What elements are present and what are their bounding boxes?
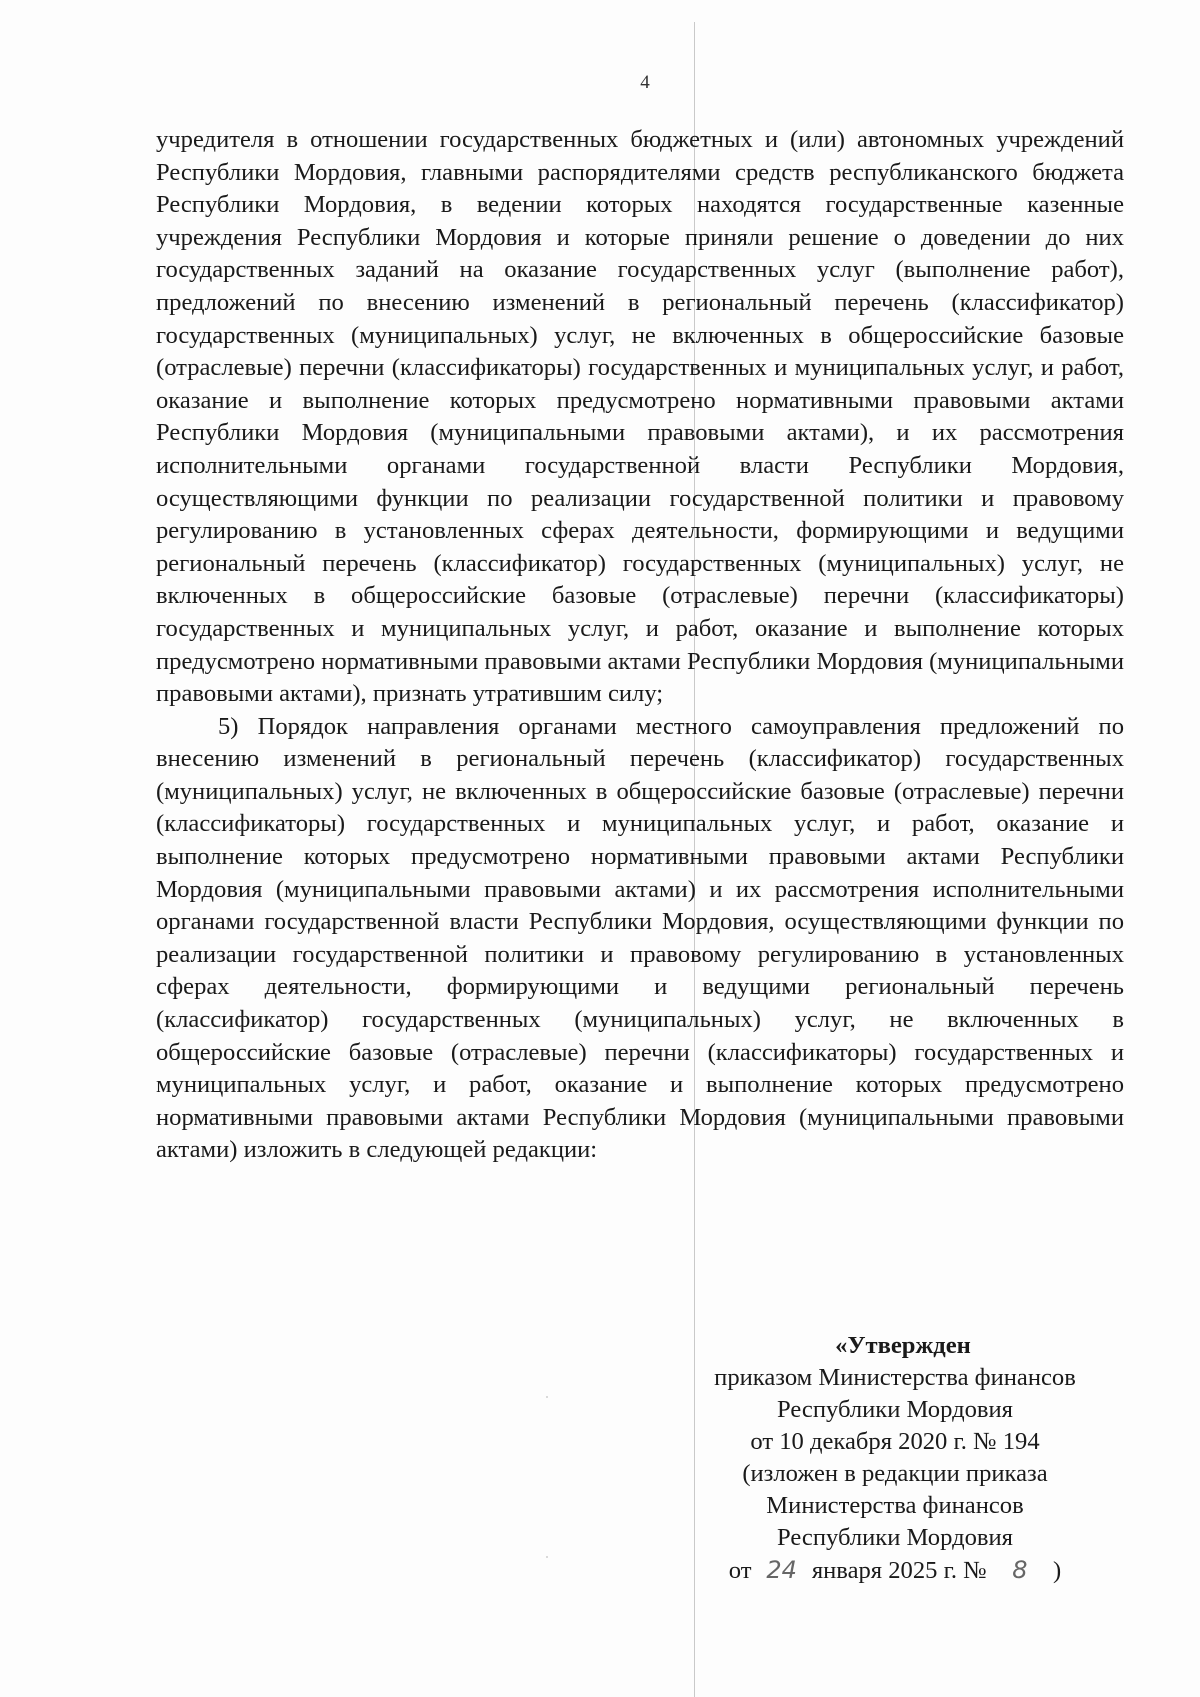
approval-title: «Утвержден (835, 1332, 971, 1359)
approval-line-original-date: от 10 декабря 2020 г. № 194 (750, 1428, 1040, 1455)
approval-stamp-block (655, 1330, 1135, 1587)
closing-bracket: ) (1053, 1557, 1062, 1584)
paragraph-continuation: учредителя в отношении государственных бюджетных и (или) автономных учреждений Республики Мордовия, главными распорядителями средств республиканского бюджета Республики Мордовия, в ведении которых находятся государственные казенные учреждения Республики Мордовия и которые приняли решение о доведении до них государственных заданий на оказание государственных услуг (выполнение работ), предложений по внесению изменений в региональный перечень (классификатор) государственных (муниципальных) услуг, не включенных в общероссийские базовые (отраслевые) перечни (классификаторы) государственных и муниципальных услуг, и работ, оказание и выполнение которых предусмотрено нормативными правовыми актами Республики Мордовия (муниципальными правовыми актами), и их рассмотрения исполнительными органами государственной власти Республики Мордовия, осуществляющими функции по реализации государственной политики и правовому регулированию в установленных сферах деятельности, формирующими и ведущими региональный перечень (классификатор) государственных (муниципальных) услуг, не включенных в общероссийские базовые (отраслевые) перечни (классификаторы) государственных и муниципальных услуг, и работ, оказание и выполнение которых предусмотрено нормативными правовыми актами Республики Мордовия (муниципальными правовыми актами), признать утратившим силу; (156, 126, 1124, 708)
approval-line-order: приказом Министерства финансов (714, 1364, 1076, 1391)
approval-line-republic-2: Республики Мордовия (777, 1524, 1013, 1551)
document-body (156, 124, 1124, 1167)
approval-line-new-date (655, 1554, 1135, 1587)
approval-line-republic: Республики Мордовия (777, 1396, 1013, 1423)
handwritten-order-number: 8 (1012, 1556, 1028, 1584)
approval-line-revision: (изложен в редакции приказа (742, 1460, 1048, 1487)
handwritten-day: 24 (766, 1556, 797, 1584)
date-prefix: от (728, 1557, 752, 1584)
paragraph-item-5: 5) Порядок направления органами местного самоуправления предложений по внесению изменений в региональный перечень (классификатор) государственных (муниципальных) услуг, не включенных в общероссийские базовые (отраслевые) перечни (классификаторы) государственных и муниципальных услуг, и работ, оказание и выполнение которых предусмотрено нормативными правовыми актами Республики Мордовия (муниципальными правовыми актами) и их рассмотрения исполнительными органами государственной власти Республики Мордовия, осуществляющими функции по реализации государственной политики и правовому регулированию в установленных сферах деятельности, формирующими и ведущими региональный перечень (классификатор) государственных (муниципальных) услуг, не включенных в общероссийские базовые (отраслевые) перечни (классификаторы) государственных и муниципальных услуг, и работ, оказание и выполнение которых предусмотрено нормативными правовыми актами Республики Мордовия (муниципальными правовыми актами) изложить в следующей редакции: (156, 712, 1124, 1164)
scan-speck (546, 1556, 548, 1558)
page-number: 4 (640, 72, 650, 93)
approval-line-ministry: Министерства финансов (766, 1492, 1024, 1519)
scan-speck (546, 1396, 548, 1398)
date-month-year: января 2025 г. № (811, 1557, 987, 1584)
